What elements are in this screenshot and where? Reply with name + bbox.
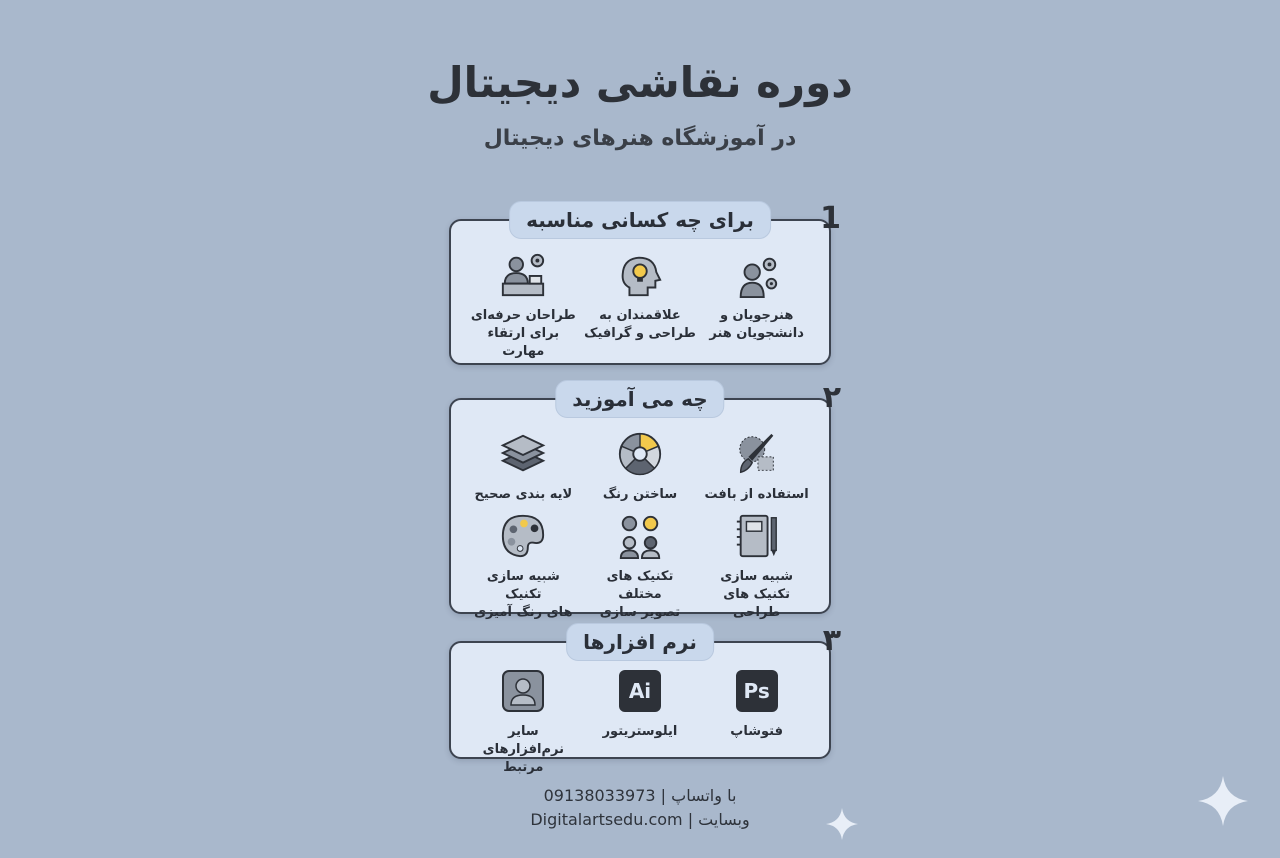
learn-label-color: ساختن رنگ (602, 487, 678, 502)
software-label-other: سایر نرم‌افزارهای مرتبط (482, 724, 564, 775)
photoshop-icon (733, 667, 781, 715)
learn-item-sketch (701, 512, 813, 622)
audience-label-designers: طراحان حرفه‌ای برای ارتقاء مهارت (470, 308, 576, 359)
section-software-title: نرم افزارها (566, 623, 714, 661)
section-number-3: ۳ (822, 623, 841, 658)
audience-label-students: هنرجویان و دانشجویان هنر (709, 308, 804, 341)
software-item-photoshop (701, 667, 813, 777)
section-audience-card (449, 201, 841, 365)
section-software-card (449, 623, 841, 775)
learn-label-painting: شبیه سازی تکنیک های رنگ آمیزی (474, 569, 573, 620)
audience-label-enthusiasts: علاقمندان به طراحی و گرافیک (584, 308, 696, 341)
portraits-icon (616, 512, 664, 560)
head-lightbulb-icon (616, 251, 664, 299)
learn-label-layers: لایه بندی صحیح (474, 487, 573, 502)
sparkle-icon (826, 808, 858, 840)
learn-item-color (584, 430, 696, 504)
brush-texture-icon (733, 430, 781, 478)
learn-item-texture (701, 430, 813, 504)
layers-icon (499, 430, 547, 478)
software-item-other (467, 667, 579, 777)
sparkle-icon (1198, 776, 1248, 826)
learn-item-layers (467, 430, 579, 504)
footer-whatsapp: با واتساپ | 09138033973 (543, 786, 737, 805)
footer-website: وبسایت | Digitalartsedu.com (530, 810, 750, 829)
software-label-illustrator: ایلوستریتور (602, 724, 678, 739)
color-wheel-icon (616, 430, 664, 478)
sketchbook-icon (733, 512, 781, 560)
learn-item-painting (467, 512, 579, 622)
page-title: دوره نقاشی دیجیتال (427, 58, 853, 107)
learn-label-illustration: تکنیک های مختلف تصویر سازی (599, 569, 681, 620)
learn-label-sketch: شبیه سازی تکنیک های طراحی (720, 569, 794, 620)
page-subtitle: در آموزشگاه هنرهای دیجیتال (483, 126, 797, 151)
section-number-1: 1 (820, 201, 841, 236)
audience-item-designers (467, 251, 579, 361)
section-learn-card (449, 380, 841, 620)
photoshop-badge: Ps (736, 670, 778, 712)
designer-desk-icon (499, 251, 547, 299)
audience-item-enthusiasts (584, 251, 696, 361)
audience-item-students (701, 251, 813, 361)
illustrator-badge: Ai (619, 670, 661, 712)
learn-label-texture: استفاده از بافت (704, 487, 809, 502)
learn-item-illustration (584, 512, 696, 622)
software-item-illustrator (584, 667, 696, 777)
section-audience-title: برای چه کسانی مناسبه (509, 201, 771, 239)
palette-icon (499, 512, 547, 560)
student-gears-icon (733, 251, 781, 299)
illustrator-icon (616, 667, 664, 715)
section-learn-title: چه می آموزید (555, 380, 724, 418)
user-app-icon (499, 667, 547, 715)
section-number-2: ۲ (822, 380, 841, 415)
software-label-photoshop: فتوشاپ (730, 724, 783, 739)
